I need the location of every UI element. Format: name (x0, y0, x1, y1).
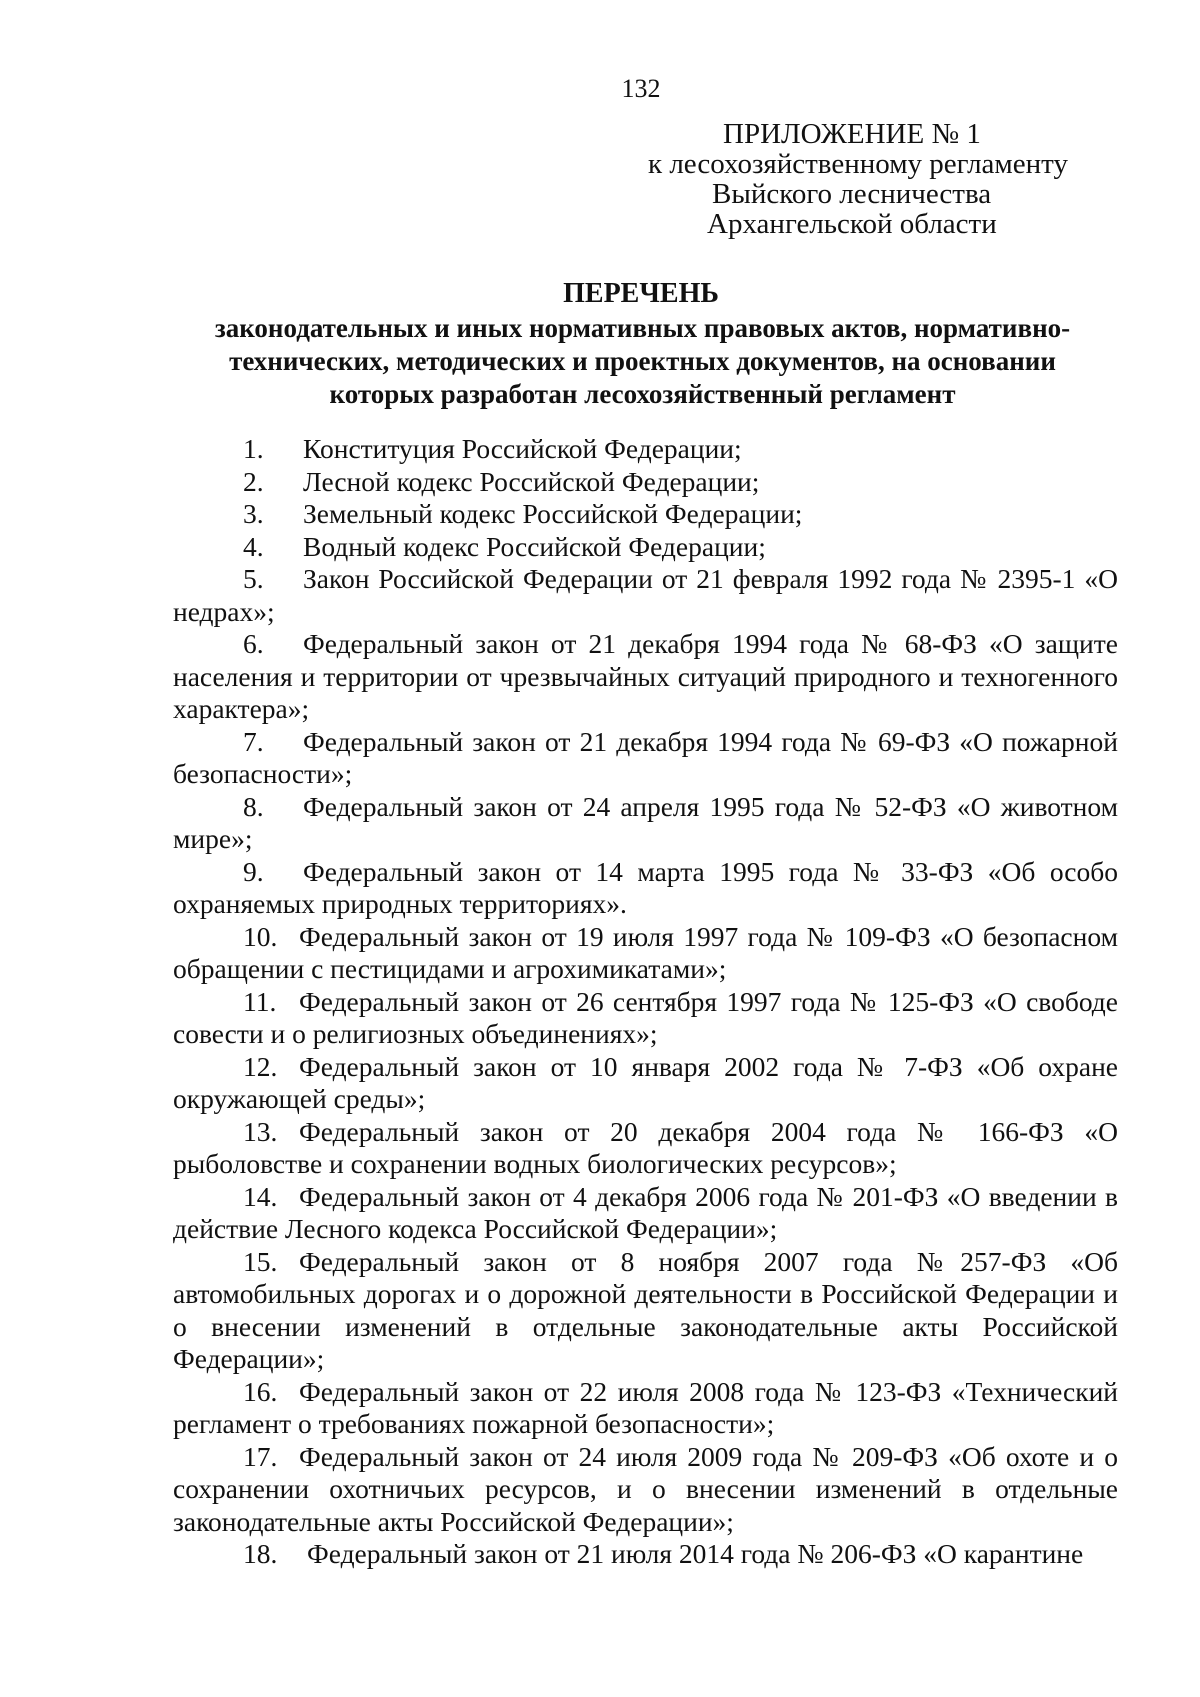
document-subtitle (160, 312, 1125, 411)
item-text: Федеральный закон от 20 декабря 2004 года № 166-ФЗ «О рыболовстве и сохранении водных биологических ресурсов»; (173, 1115, 1118, 1179)
item-text: Федеральный закон от 21 декабря 1994 года № 69-ФЗ «О пожарной безопасности»; (173, 725, 1118, 789)
list-item (173, 986, 1118, 1051)
subtitle-line-3: которых разработан лесохозяйственный регламент (329, 379, 956, 409)
item-number: 2. (243, 465, 264, 497)
item-number: 8. (243, 790, 264, 822)
subtitle-line-1: законодательных и иных нормативных правовых актов, нормативно- (214, 313, 1071, 343)
item-number: 10. (243, 920, 278, 952)
list-item (173, 1181, 1118, 1246)
subtitle-line-2: технических, методических и проектных документов, на основании (229, 346, 1056, 376)
item-text: Федеральный закон от 22 июля 2008 года № 123-ФЗ «Технический регламент о требованиях пожарной безопасности»; (173, 1375, 1118, 1439)
item-number: 1. (243, 433, 264, 464)
item-number: 17. (243, 1440, 278, 1472)
item-number: 11. (243, 985, 277, 1017)
item-number: 12. (243, 1050, 278, 1082)
item-text: Закон Российской Федерации от 21 февраля 1992 года № 2395-1 «О недрах»; (173, 563, 1118, 627)
item-text: Федеральный закон от 4 декабря 2006 года № 201-ФЗ «О введении в действие Лесного кодекса Российской Федерации»; (173, 1180, 1118, 1244)
item-number: 4. (243, 530, 264, 562)
document-title: ПЕРЕЧЕНЬ (563, 278, 719, 309)
list-item (173, 498, 1118, 531)
list-item (173, 791, 1118, 856)
list-item (173, 1538, 1118, 1571)
appendix-line-1: ПРИЛОЖЕНИЕ № 1 (723, 118, 981, 150)
item-number: 6. (243, 628, 264, 659)
appendix-line-2: к лесохозяйственному регламенту (648, 148, 1068, 180)
list-item (173, 1441, 1118, 1539)
list-item (173, 433, 1118, 466)
page-number: 132 (621, 74, 661, 103)
item-number: 5. (243, 563, 264, 594)
item-text: Федеральный закон от 24 июля 2009 года № 209-ФЗ «Об охоте и о сохранении охотничьих ресурсов, и о внесении изменений в отдельные законодательные акты Российской Федерации»; (173, 1440, 1118, 1537)
list-item (173, 466, 1118, 499)
list-item (173, 1246, 1118, 1376)
item-text: Федеральный закон от 10 января 2002 года № 7-ФЗ «Об охране окружающей среды»; (173, 1050, 1118, 1114)
item-text: Лесной кодекс Российской Федерации; (303, 465, 760, 497)
list-item (173, 531, 1118, 564)
item-number: 14. (243, 1180, 278, 1212)
item-text: Федеральный закон от 21 декабря 1994 года № 68-ФЗ «О защите населения и территории от чрезвычайных ситуаций природного и техногенного характера»; (173, 628, 1118, 724)
list-item (173, 628, 1118, 726)
item-number: 9. (243, 855, 264, 887)
list-item (173, 1051, 1118, 1116)
item-text: Федеральный закон от 8 ноября 2007 года №257-ФЗ «Об автомобильных дорогах и о дорожной деятельности в Российской Федерации и о внесении изменений в отдельные законодательные акты Российской Федерации»; (173, 1245, 1118, 1374)
item-text: Федеральный закон от 24 апреля 1995 года № 52-ФЗ «О животном мире»; (173, 790, 1118, 854)
appendix-line-3: Выйского лесничества (712, 178, 992, 210)
list-item (173, 563, 1118, 628)
item-text: Федеральный закон от 14 марта 1995 года № 33-ФЗ «Об особо охраняемых природных территориях». (173, 855, 1118, 919)
item-text: Федеральный закон от 21 июля 2014 года № 206-ФЗ «О карантине (307, 1538, 1084, 1569)
item-text: Земельный кодекс Российской Федерации; (303, 498, 803, 529)
item-text: Федеральный закон от 19 июля 1997 года № 109-ФЗ «О безопасном обращении с пестицидами и агрохимикатами»; (173, 920, 1118, 984)
legal-acts-list (173, 433, 1118, 1571)
item-number: 13. (243, 1115, 278, 1147)
item-text: Конституция Российской Федерации; (303, 433, 742, 464)
item-number: 7. (243, 725, 264, 757)
list-item (173, 726, 1118, 791)
item-text: Водный кодекс Российской Федерации; (303, 530, 766, 562)
list-item (173, 921, 1118, 986)
list-item (173, 1116, 1118, 1181)
item-text: Федеральный закон от 26 сентября 1997 года № 125-ФЗ «О свободе совести и о религиозных объединениях»; (173, 985, 1118, 1049)
list-item (173, 856, 1118, 921)
item-number: 18. (243, 1538, 278, 1569)
item-number: 16. (243, 1375, 278, 1407)
appendix-line-4: Архангельской области (707, 208, 997, 240)
item-number: 15. (243, 1245, 278, 1277)
item-number: 3. (243, 498, 264, 529)
list-item (173, 1376, 1118, 1441)
